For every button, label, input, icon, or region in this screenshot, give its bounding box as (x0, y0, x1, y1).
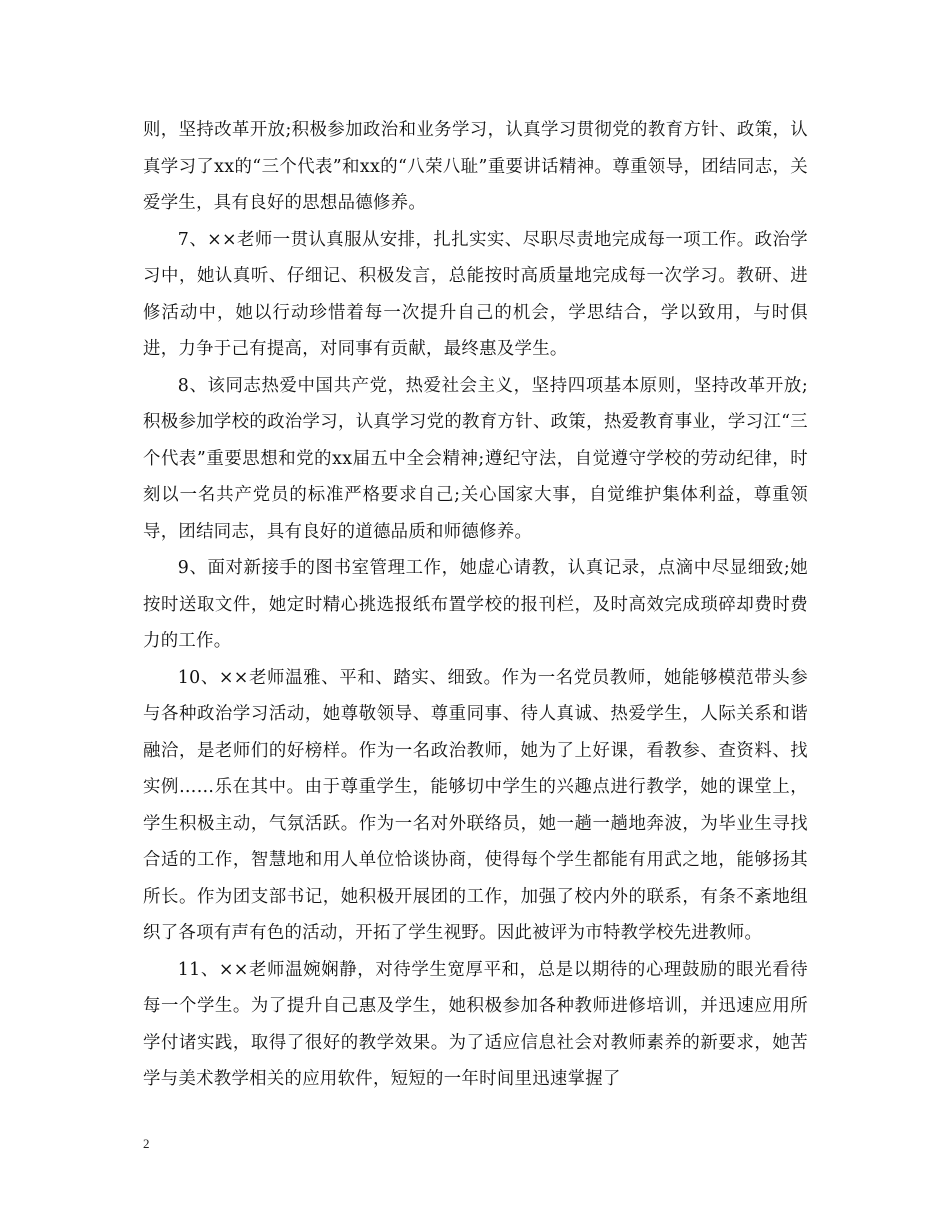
document-body (143, 112, 808, 1098)
paragraph-item-8: 8、该同志热爱中国共产党，热爱社会主义，坚持四项基本原则，坚持改革开放;积极参加学校的政治学习，认真学习党的教育方针、政策，热爱教育事业，学习江“三个代表”重要思想和党的xx届五中全会精神;遵纪守法，自觉遵守学校的劳动纪律，时刻以一名共产党员的标准严格要求自己;关心国家大事，自觉维护集体利益，尊重领导，团结同志，具有良好的道德品质和师德修养。 (143, 375, 808, 542)
paragraph-item-10: 10、××老师温雅、平和、踏实、细致。作为一名党员教师，她能够模范带头参与各种政治学习活动，她尊敬领导、尊重同事、待人真诚、热爱学生，人际关系和谐融洽，是老师们的好榜样。作为一名政治教师，她为了上好课，看教参、查资料、找实例……乐在其中。由于尊重学生，能够切中学生的兴趣点进行教学，她的课堂上，学生积极主动，气氛活跃。作为一名对外联络员，她一趟一趟地奔波，为毕业生寻找合适的工作，智慧地和用人单位恰谈协商，使得每个学生都能有用武之地，能够扬其所长。作为团支部书记，她积极开展团的工作，加强了校内外的联系，有条不紊地组织了各项有声有色的活动，开拓了学生视野。因此被评为市特教学校先进教师。 (143, 667, 808, 943)
paragraph-item-9: 9、面对新接手的图书室管理工作，她虚心请教，认真记录，点滴中尽显细致;她按时送取文件，她定时精心挑选报纸布置学校的报刊栏，及时高效完成琐碎却费时费力的工作。 (143, 558, 808, 651)
paragraph-item-11: 11、××老师温婉娴静，对待学生宽厚平和，总是以期待的心理鼓励的眼光看待每一个学生。为了提升自己惠及学生，她积极参加各种教师进修培训，并迅速应用所学付诸实践，取得了很好的教学效果。为了适应信息社会对教师素养的新要求，她苦学与美术教学相关的应用软件，短短的一年时间里迅速掌握了 (143, 959, 808, 1089)
paragraph-continuation: 则，坚持改革开放;积极参加政治和业务学习，认真学习贯彻党的教育方针、政策，认真学习了xx的“三个代表”和xx的“八荣八耻”重要讲话精神。尊重领导，团结同志，关爱学生，具有良好的思想品德修养。 (143, 120, 808, 213)
paragraph-item-7: 7、××老师一贯认真服从安排，扎扎实实、尽职尽责地完成每一项工作。政治学习中，她认真听、仔细记、积极发言，总能按时高质量地完成每一次学习。教研、进修活动中，她以行动珍惜着每一次提升自己的机会，学思结合，学以致用，与时俱进，力争于己有提高，对同事有贡献，最终惠及学生。 (143, 229, 808, 359)
page-number: 2 (143, 1136, 150, 1151)
